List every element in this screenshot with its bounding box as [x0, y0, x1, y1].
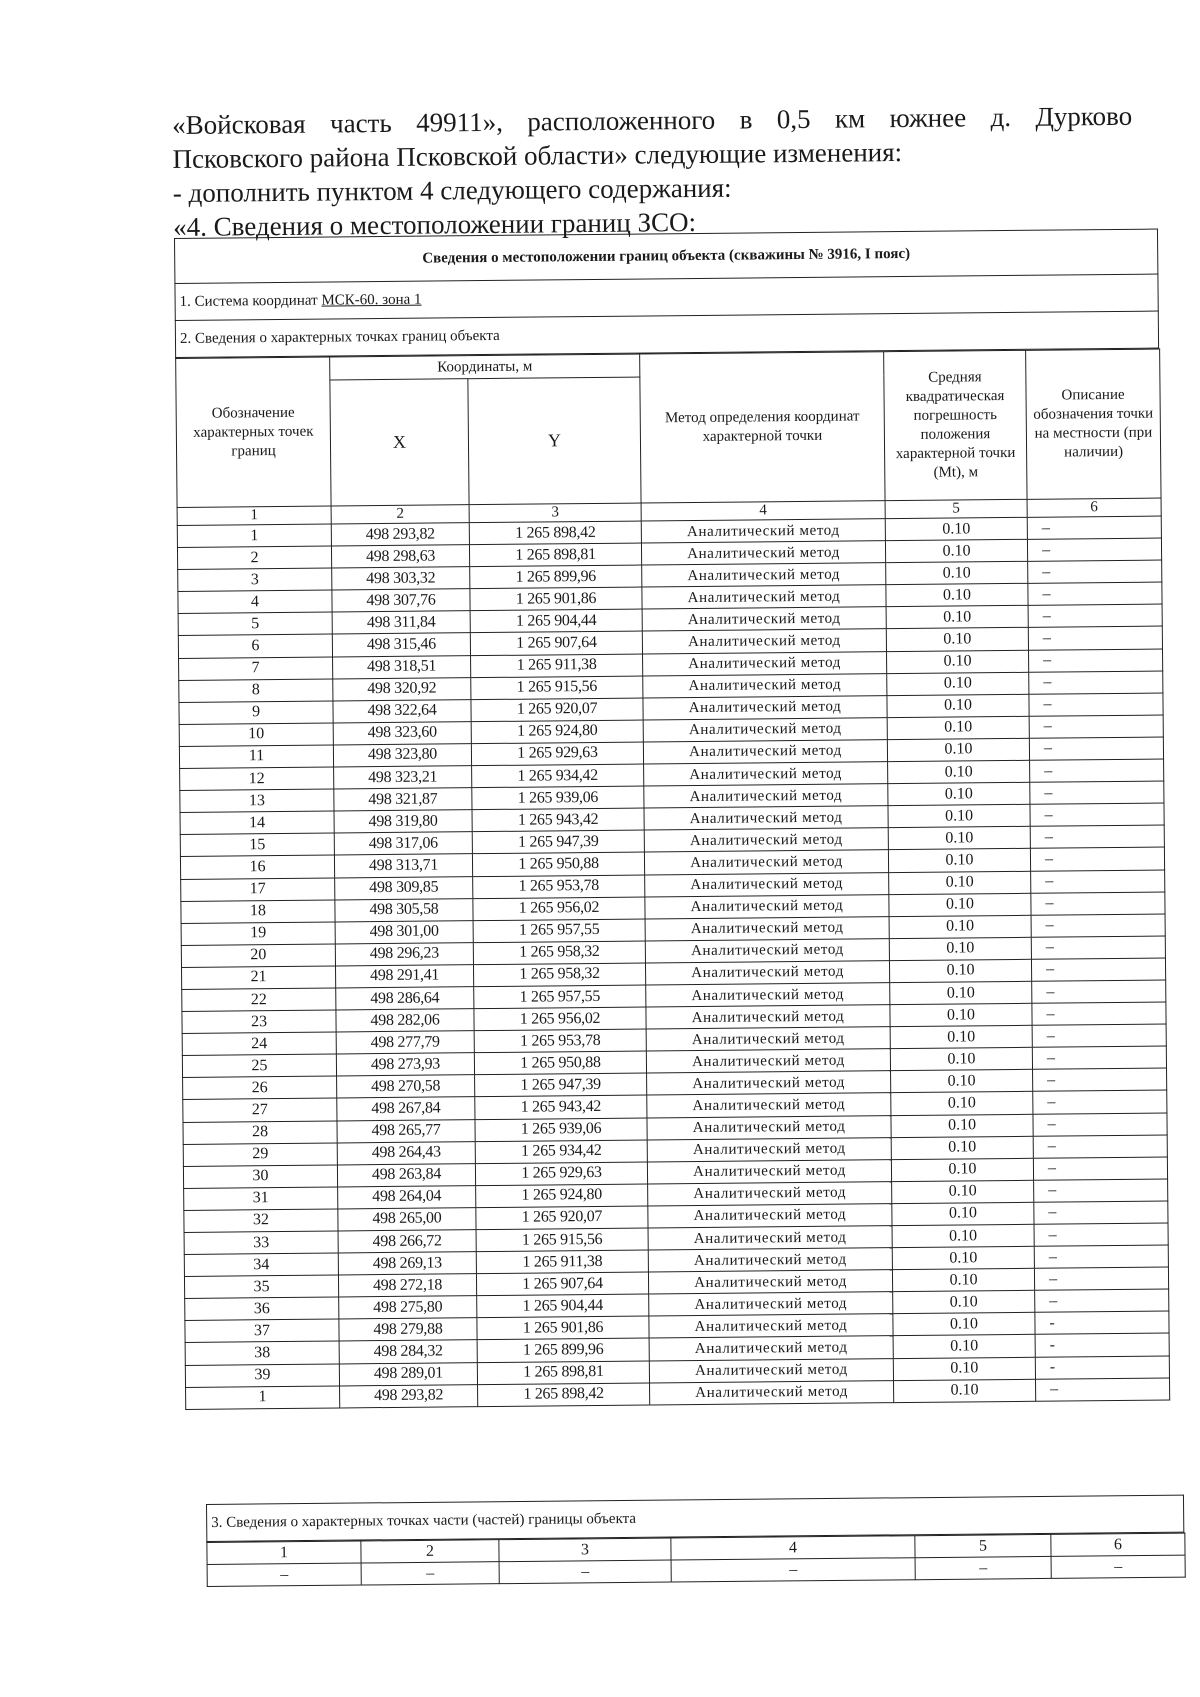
- coordinate-x: 498 282,06: [336, 1009, 474, 1032]
- point-label: 11: [179, 745, 333, 769]
- description-cell: –: [1030, 781, 1164, 804]
- point-label: 23: [182, 1010, 336, 1034]
- description-cell: –: [1030, 759, 1164, 782]
- description-cell: –: [1027, 516, 1161, 539]
- header-coordinates: Координаты, м: [330, 354, 640, 380]
- coordinate-x: 498 313,71: [334, 854, 472, 877]
- error-cell: 0.10: [893, 1379, 1035, 1402]
- point-label: 39: [185, 1364, 339, 1388]
- description-cell: –: [1031, 914, 1165, 937]
- col-number: 5: [915, 1534, 1051, 1557]
- header-x: X: [330, 379, 469, 506]
- boundary-header-table: [174, 229, 1159, 358]
- coordinate-x: 498 309,85: [335, 876, 473, 899]
- coordinate-x: 498 289,01: [339, 1362, 477, 1385]
- coordinate-y: 1 265 899,96: [470, 565, 642, 589]
- coordinate-x: 498 296,23: [335, 942, 473, 965]
- method-cell: Аналитический метод: [647, 1115, 891, 1139]
- coordinate-x: 498 319,80: [334, 810, 472, 833]
- point-label: 27: [183, 1098, 337, 1122]
- point-label: 30: [183, 1165, 337, 1189]
- method-cell: Аналитический метод: [646, 1049, 890, 1073]
- point-label: 13: [180, 789, 334, 813]
- error-cell: 0.10: [887, 738, 1029, 761]
- coordinate-x: 498 269,13: [338, 1252, 476, 1275]
- error-cell: 0.10: [891, 1136, 1033, 1159]
- coordinate-y: 1 265 950,88: [474, 1051, 646, 1075]
- point-label: 14: [180, 811, 334, 835]
- method-cell: Аналитический метод: [642, 585, 886, 609]
- point-label: 33: [184, 1231, 338, 1255]
- coordinate-y: 1 265 934,42: [475, 1140, 647, 1164]
- method-cell: Аналитический метод: [648, 1226, 892, 1250]
- method-cell: Аналитический метод: [643, 673, 887, 697]
- error-cell: 0.10: [887, 716, 1029, 739]
- coordinate-x: 498 315,46: [332, 633, 470, 656]
- description-cell: –: [1031, 958, 1165, 981]
- method-cell: Аналитический метод: [642, 607, 886, 631]
- boundary-table-frame: [174, 229, 1169, 1410]
- error-cell: 0.10: [890, 1003, 1032, 1026]
- table-title: Сведения о местоположении границ объекта (скважины № 3916, I пояс): [175, 229, 1158, 283]
- coordinate-y: 1 265 953,78: [474, 1029, 646, 1053]
- error-cell: 0.10: [886, 606, 1028, 629]
- error-cell: 0.10: [892, 1268, 1034, 1291]
- point-label: 29: [183, 1143, 337, 1167]
- col-number: 3: [469, 503, 641, 523]
- error-cell: 0.10: [885, 517, 1027, 540]
- error-cell: 0.10: [886, 628, 1028, 651]
- error-cell: 0.10: [888, 805, 1030, 828]
- point-label: 32: [184, 1209, 338, 1233]
- point-label: 8: [179, 679, 333, 703]
- description-cell: –: [1028, 649, 1162, 672]
- point-label: 16: [180, 855, 334, 879]
- error-cell: 0.10: [886, 650, 1028, 673]
- coordinate-x: 498 307,76: [332, 589, 470, 612]
- point-label: 1: [177, 524, 331, 548]
- point-label: 26: [183, 1076, 337, 1100]
- description-cell: -: [1035, 1311, 1169, 1334]
- coordinate-y: 1 265 911,38: [476, 1250, 648, 1274]
- coordinate-y: 1 265 958,32: [473, 941, 645, 965]
- col-number: 6: [1051, 1533, 1185, 1556]
- description-cell: –: [1028, 627, 1162, 650]
- method-cell: Аналитический метод: [645, 916, 889, 940]
- intro-line-1: «Войсковая часть 49911», расположенного в 0,5 км южнее д. Дурково: [172, 100, 1133, 140]
- header-method: Метод определения координат характерной точки: [640, 352, 885, 503]
- coordinate-x: 498 264,43: [337, 1141, 475, 1164]
- coordinate-system-value: МСК-60. зона 1: [321, 291, 422, 309]
- error-cell: 0.10: [891, 1070, 1033, 1093]
- error-cell: 0.10: [891, 1114, 1033, 1137]
- method-cell: Аналитический метод: [643, 740, 887, 764]
- section-3-frame: [206, 1495, 1185, 1587]
- error-cell: 0.10: [890, 1048, 1032, 1071]
- point-label: 38: [185, 1341, 339, 1365]
- description-cell: –: [1034, 1179, 1168, 1202]
- method-cell: Аналитический метод: [642, 629, 886, 653]
- coordinate-x: 498 291,41: [335, 965, 473, 988]
- description-cell: –: [1035, 1289, 1169, 1312]
- coordinate-x: 498 275,80: [339, 1296, 477, 1319]
- coordinate-y: 1 265 898,81: [477, 1361, 649, 1385]
- coordinate-y: 1 265 924,80: [476, 1184, 648, 1208]
- point-label: 15: [180, 833, 334, 857]
- method-cell: Аналитический метод: [647, 1071, 891, 1095]
- coordinate-x: 498 263,84: [337, 1163, 475, 1186]
- error-cell: 0.10: [887, 672, 1029, 695]
- coordinate-x: 498 303,32: [332, 567, 470, 590]
- error-cell: 0.10: [891, 1158, 1033, 1181]
- description-cell: –: [1031, 892, 1165, 915]
- coordinate-y: 1 265 939,06: [475, 1118, 647, 1142]
- description-cell: –: [1033, 1068, 1167, 1091]
- col-number: 3: [499, 1538, 671, 1562]
- coordinate-y: 1 265 899,96: [477, 1338, 649, 1362]
- coordinate-y: 1 265 943,42: [472, 808, 644, 832]
- coordinate-y: 1 265 898,42: [469, 521, 641, 545]
- error-cell: 0.10: [889, 959, 1031, 982]
- method-cell: Аналитический метод: [649, 1314, 893, 1338]
- coordinate-x: 498 265,00: [338, 1208, 476, 1231]
- description-cell: –: [1030, 803, 1164, 826]
- point-label: 3: [178, 568, 332, 592]
- coordinate-system-label: 1. Система координат: [179, 292, 322, 310]
- point-label: 10: [179, 723, 333, 747]
- point-label: 31: [184, 1187, 338, 1211]
- point-label: 21: [182, 966, 336, 990]
- method-cell: Аналитический метод: [648, 1270, 892, 1294]
- coordinate-y: 1 265 915,56: [471, 676, 643, 700]
- col-number: 1: [177, 506, 331, 525]
- error-cell: 0.10: [890, 981, 1032, 1004]
- coordinate-x: 498 322,64: [333, 699, 471, 722]
- description-cell: –: [1027, 538, 1161, 561]
- coordinate-x: 498 272,18: [338, 1274, 476, 1297]
- coordinate-x: 498 317,06: [334, 832, 472, 855]
- error-cell: 0.10: [893, 1291, 1035, 1314]
- intro-text: [172, 99, 1133, 244]
- coordinate-y: 1 265 898,81: [469, 543, 641, 567]
- method-cell: Аналитический метод: [649, 1292, 893, 1316]
- section-3-cell: –: [915, 1556, 1051, 1579]
- coordinate-y: 1 265 957,55: [474, 985, 646, 1009]
- error-cell: 0.10: [891, 1092, 1033, 1115]
- description-cell: –: [1033, 1135, 1167, 1158]
- error-cell: 0.10: [889, 937, 1031, 960]
- description-cell: –: [1034, 1245, 1168, 1268]
- description-cell: –: [1029, 693, 1163, 716]
- point-label: 6: [178, 634, 332, 658]
- method-cell: Аналитический метод: [643, 718, 887, 742]
- col-number: 4: [641, 501, 885, 521]
- intro-line-3: - дополнить пунктом 4 следующего содержания:: [172, 172, 732, 208]
- description-cell: -: [1035, 1356, 1169, 1379]
- coordinate-y: 1 265 901,86: [477, 1316, 649, 1340]
- coordinate-y: 1 265 934,42: [472, 764, 644, 788]
- coordinate-y: 1 265 901,86: [470, 587, 642, 611]
- point-label: 28: [183, 1121, 337, 1145]
- coordinate-x: 498 311,84: [332, 611, 470, 634]
- method-cell: Аналитический метод: [649, 1336, 893, 1360]
- section-3-title: 3. Сведения о характерных точках части (частей) границы объекта: [207, 1495, 1184, 1541]
- coordinate-y: 1 265 929,63: [475, 1162, 647, 1186]
- coordinate-y: 1 265 953,78: [473, 875, 645, 899]
- error-cell: 0.10: [885, 539, 1027, 562]
- coordinate-x: 498 277,79: [336, 1031, 474, 1054]
- description-cell: -: [1035, 1333, 1169, 1356]
- coordinate-x: 498 318,51: [333, 655, 471, 678]
- error-cell: 0.10: [886, 562, 1028, 585]
- method-cell: Аналитический метод: [644, 806, 888, 830]
- method-cell: Аналитический метод: [648, 1204, 892, 1228]
- description-cell: –: [1030, 825, 1164, 848]
- section-3-cell: –: [499, 1560, 671, 1584]
- description-cell: –: [1030, 847, 1164, 870]
- coordinate-y: 1 265 904,44: [477, 1294, 649, 1318]
- method-cell: Аналитический метод: [645, 961, 889, 985]
- method-cell: Аналитический метод: [646, 1005, 890, 1029]
- method-cell: Аналитический метод: [641, 541, 885, 565]
- point-label: 25: [182, 1054, 336, 1078]
- coordinate-x: 498 323,80: [333, 744, 471, 767]
- header-description: Описание обозначения точки на местности (при наличии): [1026, 349, 1161, 499]
- description-cell: –: [1032, 980, 1166, 1003]
- coordinate-x: 498 266,72: [338, 1230, 476, 1253]
- coordinate-y: 1 265 939,06: [472, 786, 644, 810]
- description-cell: –: [1032, 1046, 1166, 1069]
- header-y: Y: [468, 377, 641, 505]
- error-cell: 0.10: [889, 893, 1031, 916]
- error-cell: 0.10: [888, 849, 1030, 872]
- points-table: [175, 349, 1170, 1410]
- method-cell: Аналитический метод: [643, 651, 887, 675]
- description-cell: –: [1029, 715, 1163, 738]
- point-label: 9: [179, 701, 333, 725]
- coordinate-x: 498 286,64: [336, 987, 474, 1010]
- col-number: 5: [885, 499, 1027, 518]
- coordinate-y: 1 265 958,32: [473, 963, 645, 987]
- description-cell: –: [1028, 560, 1162, 583]
- intro-line-2: Псковского района Псковской области» следующие изменения:: [172, 136, 903, 174]
- section-3-cell: –: [671, 1558, 915, 1582]
- description-cell: –: [1033, 1157, 1167, 1180]
- coordinate-y: 1 265 911,38: [471, 654, 643, 678]
- description-cell: –: [1028, 604, 1162, 627]
- description-cell: –: [1033, 1113, 1167, 1136]
- coordinate-y: 1 265 924,80: [471, 720, 643, 744]
- point-label: 34: [184, 1253, 338, 1277]
- point-label: 37: [185, 1319, 339, 1343]
- method-cell: Аналитический метод: [647, 1159, 891, 1183]
- error-cell: 0.10: [892, 1246, 1034, 1269]
- point-label: 36: [185, 1297, 339, 1321]
- method-cell: Аналитический метод: [644, 828, 888, 852]
- point-label: 18: [181, 900, 335, 924]
- method-cell: Аналитический метод: [642, 563, 886, 587]
- error-cell: 0.10: [890, 1025, 1032, 1048]
- error-cell: 0.10: [893, 1357, 1035, 1380]
- description-cell: –: [1034, 1267, 1168, 1290]
- coordinate-y: 1 265 915,56: [476, 1228, 648, 1252]
- method-cell: Аналитический метод: [644, 762, 888, 786]
- coordinate-x: 498 279,88: [339, 1318, 477, 1341]
- description-cell: –: [1029, 737, 1163, 760]
- coordinate-y: 1 265 947,39: [475, 1073, 647, 1097]
- description-cell: –: [1033, 1090, 1167, 1113]
- coordinate-x: 498 293,82: [331, 523, 469, 546]
- method-cell: Аналитический метод: [645, 872, 889, 896]
- error-cell: 0.10: [888, 760, 1030, 783]
- point-label: 35: [184, 1275, 338, 1299]
- coordinate-y: 1 265 920,07: [476, 1206, 648, 1230]
- coordinate-x: 498 320,92: [333, 677, 471, 700]
- description-cell: –: [1035, 1378, 1169, 1401]
- coordinate-y: 1 265 904,44: [470, 609, 642, 633]
- col-number: 1: [207, 1541, 361, 1564]
- description-cell: –: [1029, 671, 1163, 694]
- coordinate-x: 498 293,82: [340, 1384, 478, 1407]
- error-cell: 0.10: [889, 915, 1031, 938]
- section-3-table: [206, 1533, 1185, 1587]
- point-label: 24: [182, 1032, 336, 1056]
- point-label: 2: [177, 546, 331, 570]
- description-cell: –: [1031, 870, 1165, 893]
- coordinate-x: 498 267,84: [337, 1097, 475, 1120]
- method-cell: Аналитический метод: [648, 1248, 892, 1272]
- point-label: 5: [178, 612, 332, 636]
- description-cell: –: [1032, 1002, 1166, 1025]
- col-number: 6: [1027, 498, 1161, 517]
- error-cell: 0.10: [892, 1180, 1034, 1203]
- point-label: 17: [181, 877, 335, 901]
- method-cell: Аналитический метод: [647, 1137, 891, 1161]
- col-number: 4: [671, 1536, 915, 1560]
- coordinate-x: 498 270,58: [337, 1075, 475, 1098]
- coordinate-x: 498 323,21: [334, 766, 472, 789]
- section-3-cell: –: [361, 1562, 499, 1585]
- error-cell: 0.10: [888, 827, 1030, 850]
- col-number: 2: [331, 505, 469, 524]
- method-cell: Аналитический метод: [644, 784, 888, 808]
- coordinate-y: 1 265 956,02: [474, 1007, 646, 1031]
- coordinate-x: 498 265,77: [337, 1119, 475, 1142]
- point-label: 20: [181, 944, 335, 968]
- description-cell: –: [1034, 1201, 1168, 1224]
- coordinate-x: 498 301,00: [335, 920, 473, 943]
- coordinate-y: 1 265 943,42: [475, 1095, 647, 1119]
- coordinate-x: 498 264,04: [338, 1185, 476, 1208]
- method-cell: Аналитический метод: [648, 1181, 892, 1205]
- description-cell: –: [1028, 582, 1162, 605]
- error-cell: 0.10: [889, 871, 1031, 894]
- method-cell: Аналитический метод: [650, 1380, 894, 1404]
- description-cell: –: [1031, 936, 1165, 959]
- coordinate-x: 498 284,32: [339, 1340, 477, 1363]
- point-label: 4: [178, 590, 332, 614]
- point-label: 7: [179, 657, 333, 681]
- description-cell: –: [1032, 1024, 1166, 1047]
- error-cell: 0.10: [892, 1224, 1034, 1247]
- error-cell: 0.10: [888, 782, 1030, 805]
- description-cell: –: [1034, 1223, 1168, 1246]
- method-cell: Аналитический метод: [643, 695, 887, 719]
- header-point: Обозначение характерных точек границ: [176, 357, 331, 507]
- coordinate-x: 498 305,58: [335, 898, 473, 921]
- coordinate-y: 1 265 907,64: [470, 631, 642, 655]
- header-error: Средняя квадратическая погрешность положения характерной точки (Mt), м: [884, 350, 1027, 500]
- coordinate-x: 498 298,63: [331, 545, 469, 568]
- coordinate-y: 1 265 929,63: [471, 742, 643, 766]
- method-cell: Аналитический метод: [645, 894, 889, 918]
- coordinate-x: 498 323,60: [333, 722, 471, 745]
- point-label: 1: [186, 1386, 340, 1410]
- coordinate-y: 1 265 956,02: [473, 897, 645, 921]
- method-cell: Аналитический метод: [647, 1093, 891, 1117]
- method-cell: Аналитический метод: [644, 850, 888, 874]
- coordinate-y: 1 265 957,55: [473, 919, 645, 943]
- points-table-body: [177, 516, 1169, 1409]
- point-label: 22: [182, 988, 336, 1012]
- coordinate-y: 1 265 950,88: [472, 852, 644, 876]
- section-2-title: 2. Сведения о характерных точках границ объекта: [175, 311, 1158, 357]
- coordinate-y: 1 265 898,42: [478, 1383, 650, 1407]
- coordinate-y: 1 265 920,07: [471, 698, 643, 722]
- coordinate-x: 498 273,93: [336, 1053, 474, 1076]
- error-cell: 0.10: [893, 1335, 1035, 1358]
- col-number: 2: [361, 1540, 499, 1563]
- error-cell: 0.10: [886, 584, 1028, 607]
- method-cell: Аналитический метод: [645, 938, 889, 962]
- error-cell: 0.10: [887, 694, 1029, 717]
- point-label: 12: [180, 767, 334, 791]
- section-3-cell: –: [1051, 1555, 1185, 1578]
- error-cell: 0.10: [893, 1313, 1035, 1336]
- coordinate-y: 1 265 907,64: [476, 1272, 648, 1296]
- coordinate-y: 1 265 947,39: [472, 830, 644, 854]
- method-cell: Аналитический метод: [646, 1027, 890, 1051]
- method-cell: Аналитический метод: [646, 983, 890, 1007]
- error-cell: 0.10: [892, 1202, 1034, 1225]
- method-cell: Аналитический метод: [641, 519, 885, 543]
- method-cell: Аналитический метод: [649, 1358, 893, 1382]
- section-3-cell: –: [207, 1563, 361, 1586]
- intro-line-4: «4. Сведения о местоположении границ ЗСО:: [172, 206, 697, 242]
- coordinate-x: 498 321,87: [334, 788, 472, 811]
- point-label: 19: [181, 922, 335, 946]
